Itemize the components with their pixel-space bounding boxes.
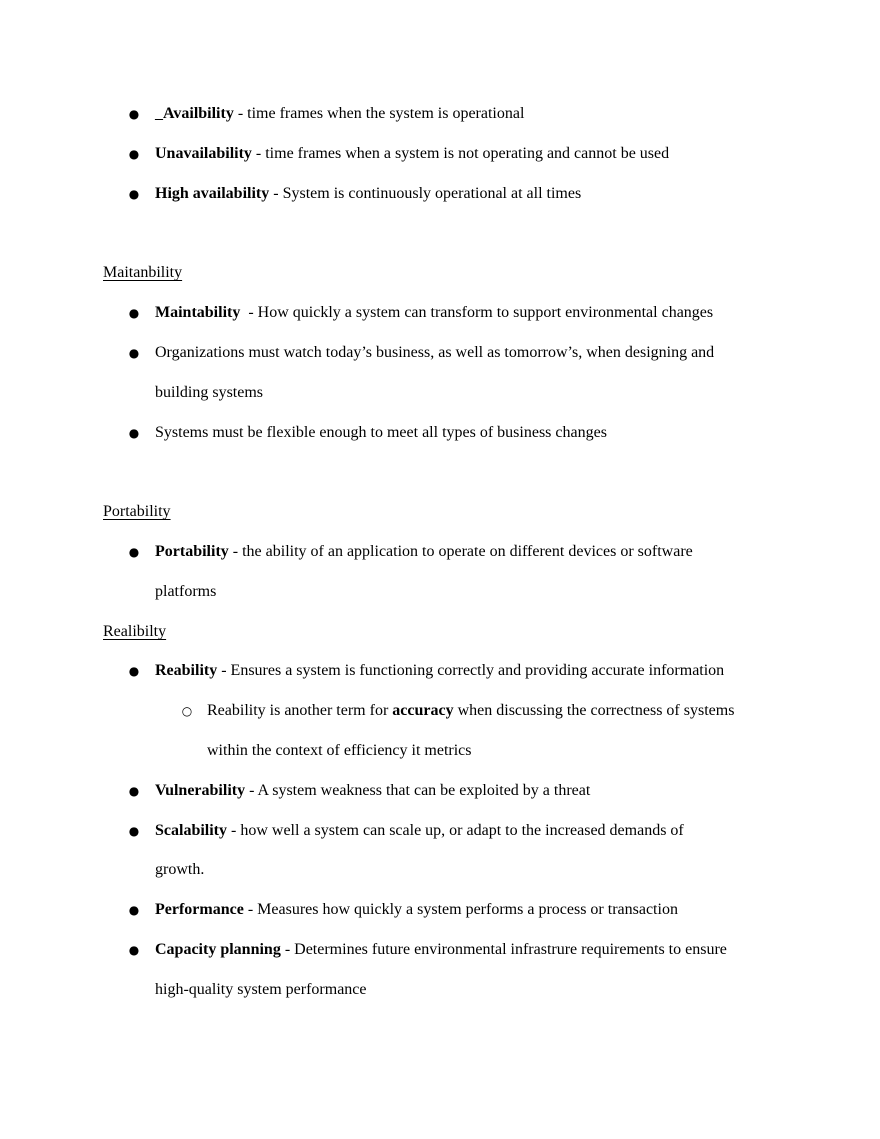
section-reliability [0, 620, 880, 644]
list-item-continuation [0, 858, 880, 882]
term-capacity-planning: Capacity planning [155, 941, 281, 958]
bullet-icon: ● [128, 903, 140, 917]
sub-list-item-continuation [0, 739, 880, 763]
list-item-portability [0, 540, 880, 564]
list-item-vulnerability [0, 779, 880, 803]
item-text: Organizations must watch today’s business, as well as tomorrow’s, when designing and [155, 344, 715, 361]
term-vulnerability: Vulnerability [155, 782, 246, 799]
item-text: Reability is another term for [207, 702, 393, 719]
term-high-availability: High availability [155, 185, 270, 202]
item-text: platforms [155, 583, 217, 600]
bullet-icon: ● [128, 943, 140, 957]
definition-text: - A system weakness that can be exploited by a threat [245, 782, 591, 799]
item-text: high-quality system performance [155, 981, 367, 998]
list-item-high-availability [0, 182, 880, 206]
sub-list-item-accuracy [0, 699, 880, 723]
bullet-icon: ● [128, 784, 140, 798]
term-portability: Portability [155, 543, 229, 560]
item-text: Systems must be flexible enough to meet all types of business changes [155, 424, 607, 441]
definition-text: - How quickly a system can transform to support environmental changes [240, 304, 714, 321]
definition-text: - time frames when a system is not operating and cannot be used [251, 145, 670, 162]
bullet-icon: ● [128, 107, 140, 121]
item-text: when discussing the correctness of systems [453, 702, 735, 719]
section-heading: Realibilty [103, 623, 167, 640]
bullet-icon: ● [128, 346, 140, 360]
definition-text: - System is continuously operational at all times [269, 185, 582, 202]
definition-text: - time frames when the system is operational [233, 105, 525, 122]
list-item-reability [0, 659, 880, 683]
bullet-icon: ● [128, 545, 140, 559]
term-availbility: Availbility [163, 105, 234, 122]
term-scalability: Scalability [155, 822, 228, 839]
term-maintability: Maintability [155, 304, 241, 321]
bullet-icon: ● [128, 147, 140, 161]
bullet-icon: ● [128, 306, 140, 320]
list-item-continuation [0, 978, 880, 1002]
definition-text: - the ability of an application to operate on different devices or software [228, 543, 693, 560]
list-item-availability [0, 102, 880, 126]
sub-bullet-icon: ○ [181, 704, 193, 718]
list-item-maintability [0, 301, 880, 325]
section-portability [0, 500, 880, 524]
section-heading: Portability [103, 503, 171, 520]
definition-text: - Ensures a system is functioning correctly and providing accurate information [217, 662, 725, 679]
list-item-continuation [0, 381, 880, 405]
list-item-continuation [0, 580, 880, 604]
list-item-capacity-planning [0, 938, 880, 962]
list-item-scalability [0, 819, 880, 843]
section-maintainability [0, 261, 880, 285]
term-accuracy: accuracy [392, 702, 454, 719]
definition-text: - how well a system can scale up, or adapt to the increased demands of [227, 822, 684, 839]
list-item-flexible [0, 421, 880, 445]
definition-text: - Determines future environmental infrastrure requirements to ensure [280, 941, 727, 958]
bullet-icon: ● [128, 664, 140, 678]
list-item-organizations [0, 341, 880, 365]
term-reability: Reability [155, 662, 218, 679]
list-item-unavailability [0, 142, 880, 166]
item-text: within the context of efficiency it metrics [207, 742, 472, 759]
item-text: building systems [155, 384, 264, 401]
section-heading: Maitanbility [103, 264, 183, 281]
term-performance: Performance [155, 901, 244, 918]
item-text: growth. [155, 861, 205, 878]
definition-text: - Measures how quickly a system performs a process or transaction [243, 901, 678, 918]
list-item-performance [0, 898, 880, 922]
bullet-icon: ● [128, 426, 140, 440]
bullet-icon: ● [128, 187, 140, 201]
term-unavailability: Unavailability [155, 145, 252, 162]
underscore-mark: _ [155, 105, 163, 122]
bullet-icon: ● [128, 824, 140, 838]
